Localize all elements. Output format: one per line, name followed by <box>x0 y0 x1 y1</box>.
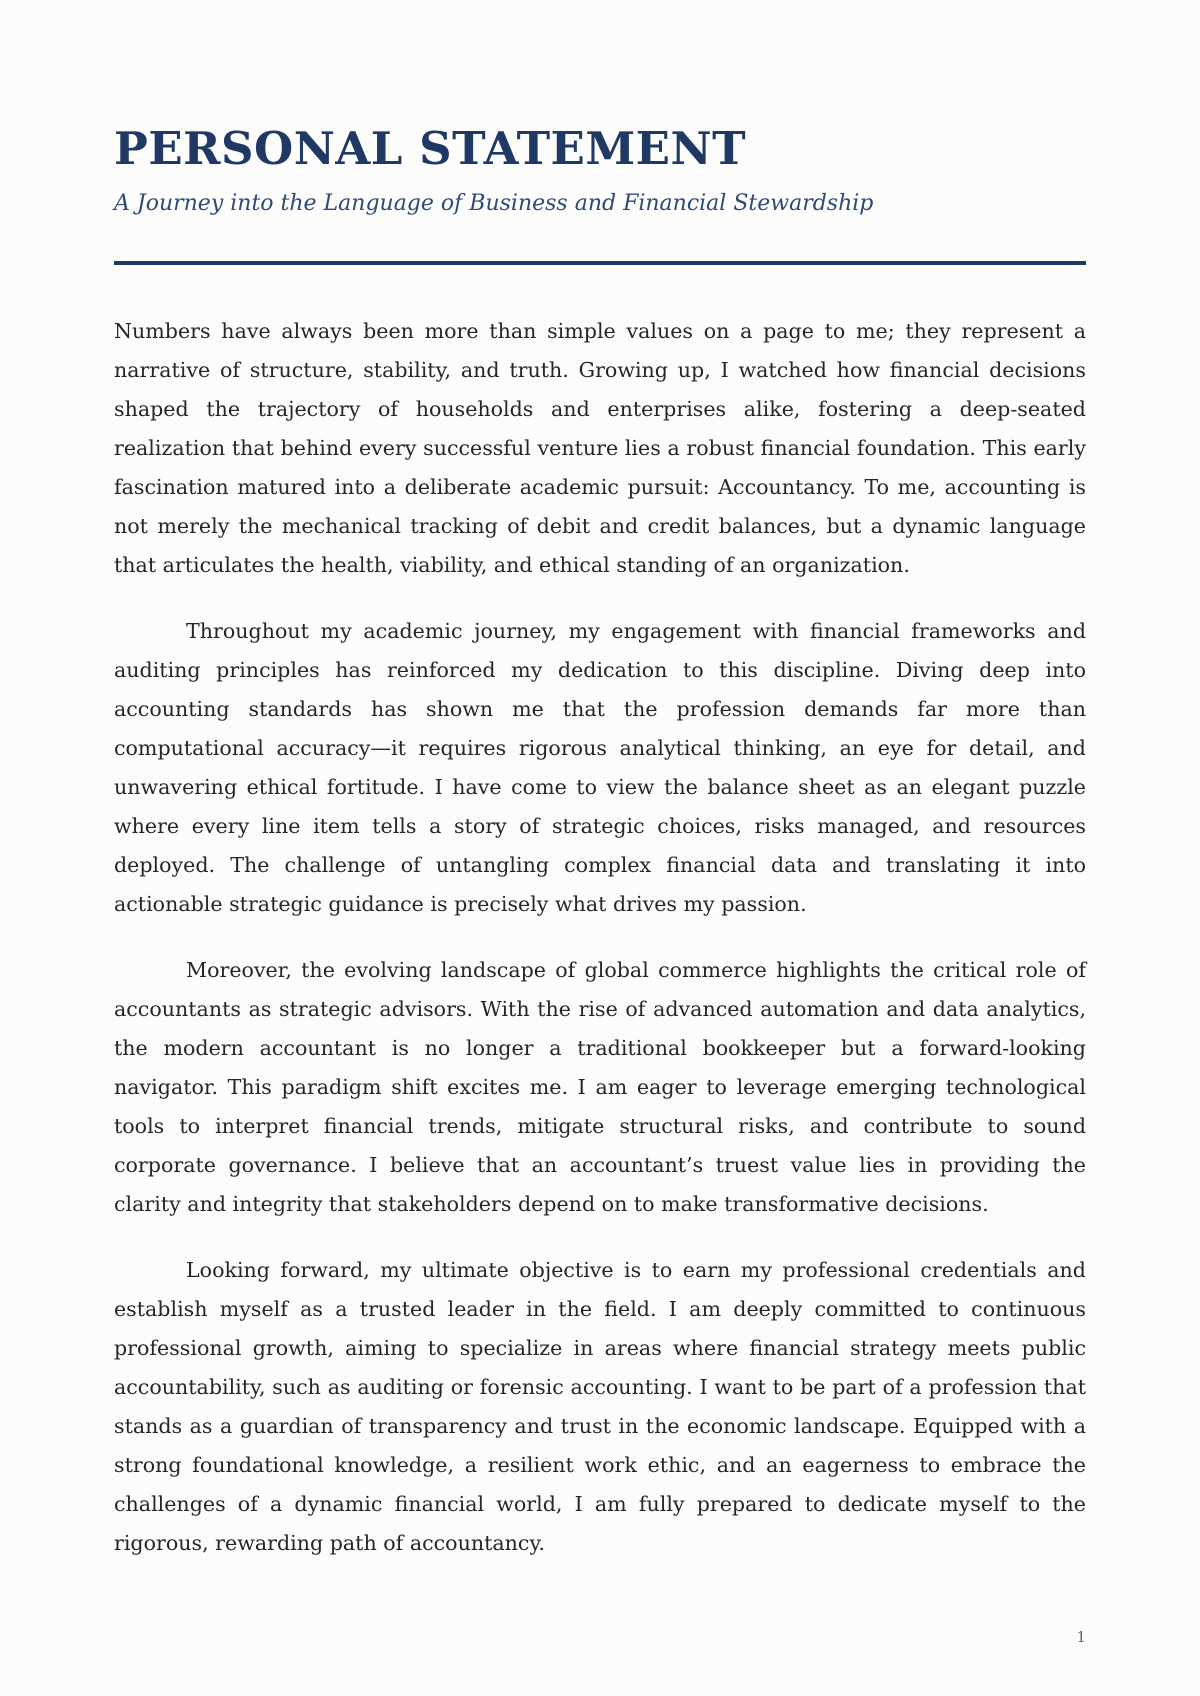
paragraph-3: Moreover, the evolving landscape of global commerce highlights the critical role of accountants as strategic advisors. With the rise of advanced automation and data analytics, the modern accountant is no longer a traditional bookkeeper but a forward-looking navigator. This paradigm shift excites me. I am eager to leverage emerging technological tools to interpret financial trends, mitigate structural risks, and contribute to sound corporate governance. I believe that an accountant’s truest value lies in providing the clarity and integrity that stakeholders depend on to make transformative decisions. <box>114 958 1086 1216</box>
page-number: 1 <box>1076 1628 1086 1646</box>
paragraph-4: Looking forward, my ultimate objective is to earn my professional credentials and establish myself as a trusted leader in the field. I am deeply committed to continuous professional growth, aiming to specialize in areas where financial strategy meets public accountability, such as auditing or forensic accounting. I want to be part of a profession that stands as a guardian of transparency and trust in the economic landscape. Equipped with a strong foundational knowledge, a resilient work ethic, and an eagerness to embrace the challenges of a dynamic financial world, I am fully prepared to dedicate myself to the rigorous, rewarding path of accountancy. <box>114 1258 1086 1555</box>
page-title: PERSONAL STATEMENT <box>114 122 747 175</box>
paragraph-2: Throughout my academic journey, my engagement with financial frameworks and auditing principles has reinforced my dedication to this discipline. Diving deep into accounting standards has shown me that the profession demands far more than computational accuracy—it requires rigorous analytical thinking, an eye for detail, and unwavering ethical fortitude. I have come to view the balance sheet as an elegant puzzle where every line item tells a story of strategic choices, risks managed, and resources deployed. The challenge of untangling complex financial data and translating it into actionable strategic guidance is precisely what drives my passion. <box>114 619 1086 916</box>
statement-body <box>114 312 1086 1590</box>
page-subtitle: A Journey into the Language of Business and Financial Stewardship <box>114 191 874 216</box>
document-header <box>114 122 1086 219</box>
paragraph-1: Numbers have always been more than simple values on a page to me; they represent a narrative of structure, stability, and truth. Growing up, I watched how financial decisions shaped the trajectory of households and enterprises alike, fostering a deep-seated realization that behind every successful venture lies a robust financial foundation. This early fascination matured into a deliberate academic pursuit: Accountancy. To me, accounting is not merely the mechanical tracking of debit and credit balances, but a dynamic language that articulates the health, viability, and ethical standing of an organization. <box>114 319 1086 577</box>
header-divider <box>114 261 1086 265</box>
